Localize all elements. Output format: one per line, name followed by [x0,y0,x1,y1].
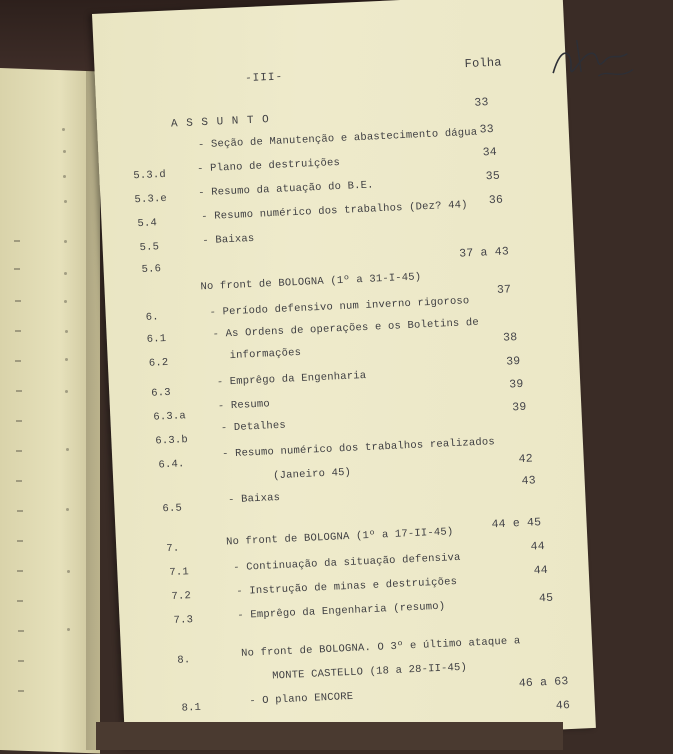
assunto-header: A S S U N T O [170,114,271,131]
entry-code: 6.4. [158,458,185,472]
entry-code: 6.3 [151,386,172,400]
folio: 38 [502,331,518,345]
folio-range: 46 a 63 [518,675,569,691]
folio: 39 [505,354,521,369]
section-title: No front de BOLOGNA (1º a 31-I-45) [200,271,422,294]
entry-label: - Resumo da atuação do B.E. [197,179,374,200]
folio: 44 [533,563,549,578]
entry-label: - Baixas [202,232,255,248]
entry-code: 5.5 [139,241,160,255]
entry-code: 5.3.e [134,192,168,207]
page-number: -III- [244,71,284,86]
entry-label: - Resumo numérico dos trabalhos (Dez? 44) [201,199,468,224]
entry-code: 6.2 [148,356,169,370]
entry-label-cont: informações [229,346,302,363]
entry-code: 5.6 [141,263,162,277]
folio: 43 [521,474,537,488]
entry-label: - O plano ENCORE [249,690,354,708]
handwritten-signature [541,29,644,103]
entry-code: 8. [177,654,191,667]
index-page [92,0,596,749]
folio-range: 37 a 43 [458,245,510,261]
entry-code: 8.1 [181,701,202,715]
section-title-cont: MONTE CASTELLO (18 a 28-II-45) [271,661,468,683]
folha-header: Folha [464,55,502,72]
entry-label-cont: (Janeiro 45) [272,466,352,483]
entry-code: 7.3 [173,614,194,627]
entry-label: - Resumo numérico dos trabalhos realizados [221,436,496,461]
entry-code: 6.3.b [155,434,189,448]
folio: 36 [488,193,504,208]
entry-code: 5.3.d [133,168,167,183]
folio: 34 [482,145,498,160]
bottom-board [96,722,563,750]
entry-code: 6. [145,311,160,324]
entry-code: 7. [166,542,180,556]
section-title: No front de BOLOGNA. O 3º e último ataque a [240,635,521,660]
folio: 33 [479,122,495,137]
folio-range: 44 e 45 [491,516,542,532]
entry-label: - Plano de destruições [196,156,341,176]
folio: 46 [555,699,571,713]
section-title: No front de BOLOGNA (1º a 17-II-45) [225,526,454,549]
entry-code: 6.5 [162,502,183,516]
folio: 42 [518,452,534,467]
entry-label: - Resumo [217,398,271,413]
entry-code: 5.4 [137,217,158,231]
folio: 39 [512,400,527,415]
folio: 39 [508,377,524,392]
folio: 44 [530,540,546,554]
entry-label: - Continuação da situação defensiva [233,551,461,575]
entry-code: 6.1 [146,332,167,346]
folio: 35 [485,169,501,184]
folio: 37 [496,283,512,297]
folio: 33 [474,96,489,110]
entry-label: - Emprêgo da Engenharia (resumo) [237,600,446,623]
left-page [0,68,100,753]
entry-code: 6.3.a [153,410,187,424]
entry-label: - As Ordens de operações e os Boletins de [212,316,480,341]
entry-code: 7.2 [171,590,192,603]
entry-label: - Período defensivo num inverno rigoroso [209,295,470,319]
folio: 45 [538,591,554,606]
entry-label: - Emprêgo da Engenharia [216,369,367,389]
entry-label: - Detalhes [220,419,287,435]
entry-label: - Seção de Manutenção e abastecimento dágua [197,126,478,152]
entry-label: - Baixas [227,491,281,507]
entry-label: - Instrução de minas e destruições [236,576,458,599]
entry-code: 7.1 [169,566,190,580]
